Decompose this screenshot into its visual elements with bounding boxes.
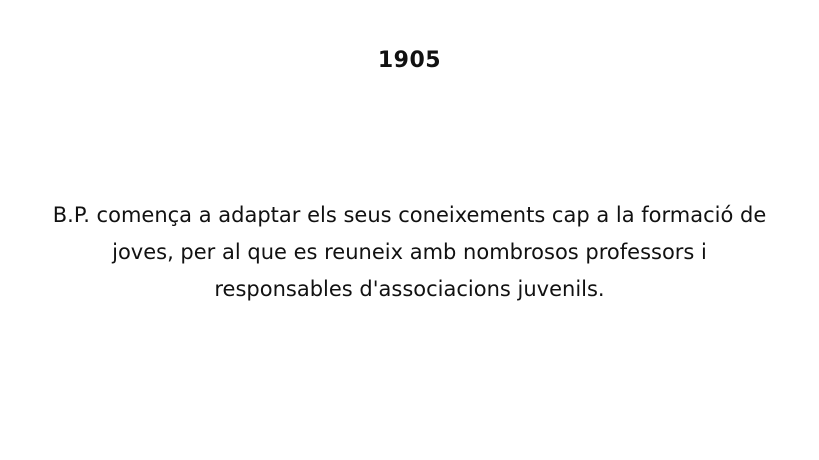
event-description: B.P. comença a adaptar els seus coneixements cap a la formació de joves, per al que es reuneix amb nombrosos professors i responsables d'associacions juvenils.	[52, 203, 767, 301]
year-heading: 1905	[377, 48, 442, 73]
